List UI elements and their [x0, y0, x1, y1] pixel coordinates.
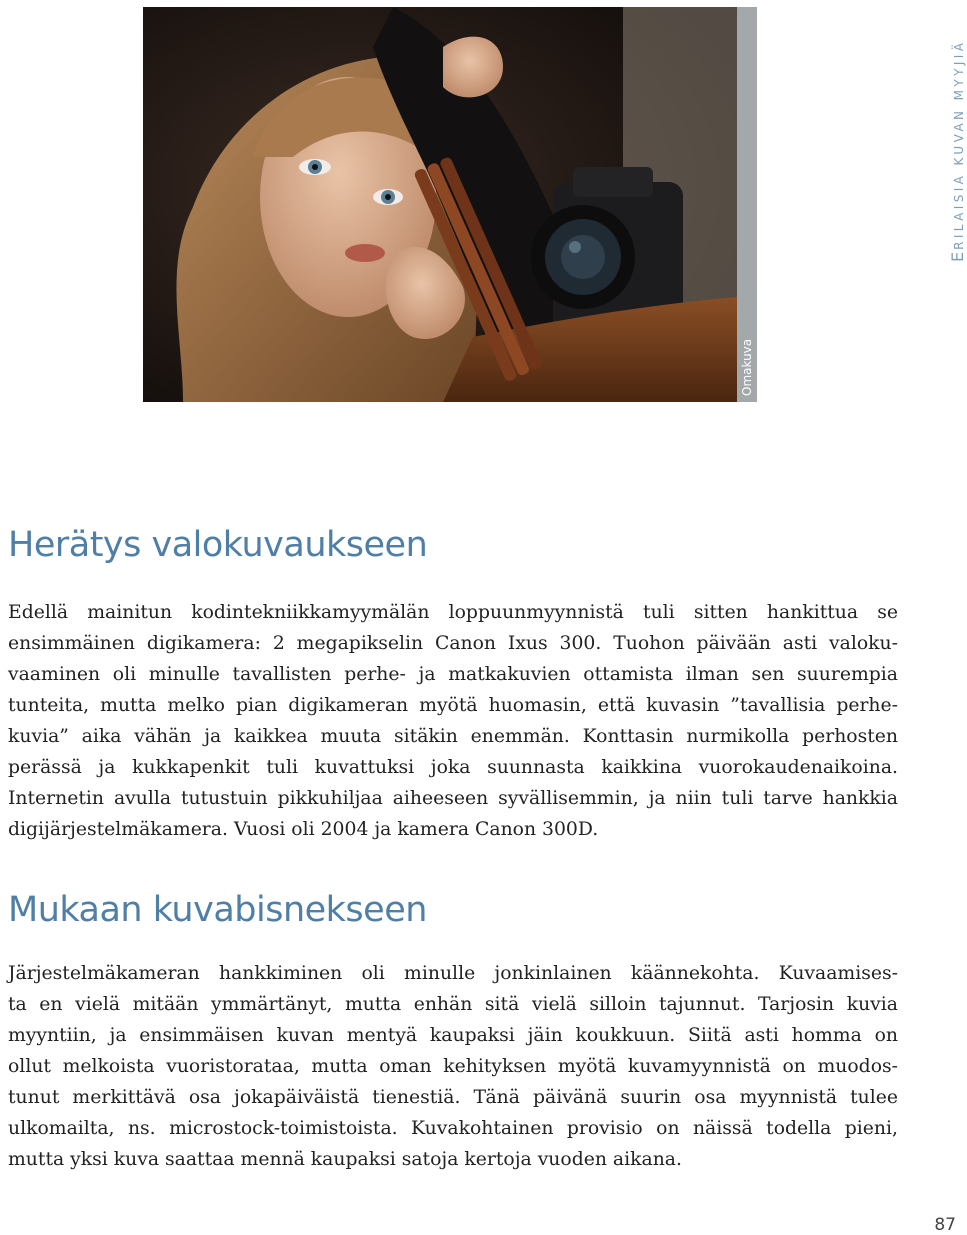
running-head — [948, 40, 967, 262]
text-line: vaaminen oli minulle tavallisten perhe- ja matkakuvien ottamista ilman sen suurempia — [8, 664, 898, 685]
text-line: ensimmäinen digikamera: 2 megapikselin Canon Ixus 300. Tuohon päivään asti valoku- — [8, 633, 898, 654]
author-self-portrait-photo — [143, 7, 737, 402]
text-line: kuvia” aika vähän ja kaikkea muuta sitäkin enemmän. Konttasin nurmikolla perhosten — [8, 726, 898, 747]
text-line: Internetin avulla tutustuin pikkuhiljaa aiheeseen syvällisemmin, ja niin tuli tarve hankkia — [8, 788, 898, 809]
photo-illustration — [143, 7, 737, 402]
section-body-photo-business — [8, 958, 898, 1175]
text-line: perässä ja kukkapenkit tuli kuvattuksi joka suunnasta kaikkina vuorokaudenaikoina. — [8, 757, 898, 778]
photo-credit — [737, 376, 757, 402]
running-head-initial: E — [948, 249, 967, 262]
text-line: ta en vielä mitään ymmärtänyt, mutta enhän sitä vielä silloin tajunnut. Tarjosin kuvia — [8, 994, 898, 1015]
text-line: Järjestelmäkameran hankkiminen oli minulle jonkinlainen käännekohta. Kuvaamises- — [8, 963, 898, 984]
running-head-rest: RILAISIA KUVAN MYYJIÄ — [952, 39, 966, 250]
text-line: mutta yksi kuva saattaa mennä kaupaksi satoja kertoja vuoden aikana. — [8, 1149, 682, 1170]
text-line: tunut merkittävä osa jokapäiväistä tienestiä. Tänä päivänä suurin osa myynnistä tulee — [8, 1087, 898, 1108]
section-heading-awakening: Herätys valokuvaukseen — [8, 525, 428, 565]
text-line: ulkomailta, ns. microstock-toimistoista. Kuvakohtainen provisio on näissä todella pieni, — [8, 1118, 898, 1139]
page-number: 87 — [934, 1215, 956, 1235]
text-line: digijärjestelmäkamera. Vuosi oli 2004 ja kamera Canon 300D. — [8, 819, 599, 840]
text-line: tunteita, mutta melko pian digikameran myötä huomasin, että kuvasin ”tavallisia perhe- — [8, 695, 898, 716]
text-line: Edellä mainitun kodintekniikkamyymälän loppuunmyynnistä tuli sitten hankittua se — [8, 602, 898, 623]
section-body-awakening — [8, 597, 898, 845]
section-heading-photo-business: Mukaan kuvabisnekseen — [8, 890, 427, 930]
text-line: myyntiin, ja ensimmäisen kuvan mentyä kaupaksi jäin koukkuun. Siitä asti homma on — [8, 1025, 898, 1046]
text-line: ollut melkoista vuoristorataa, mutta oman kehityksen myötä kuvamyynnistä on muodos- — [8, 1056, 898, 1077]
